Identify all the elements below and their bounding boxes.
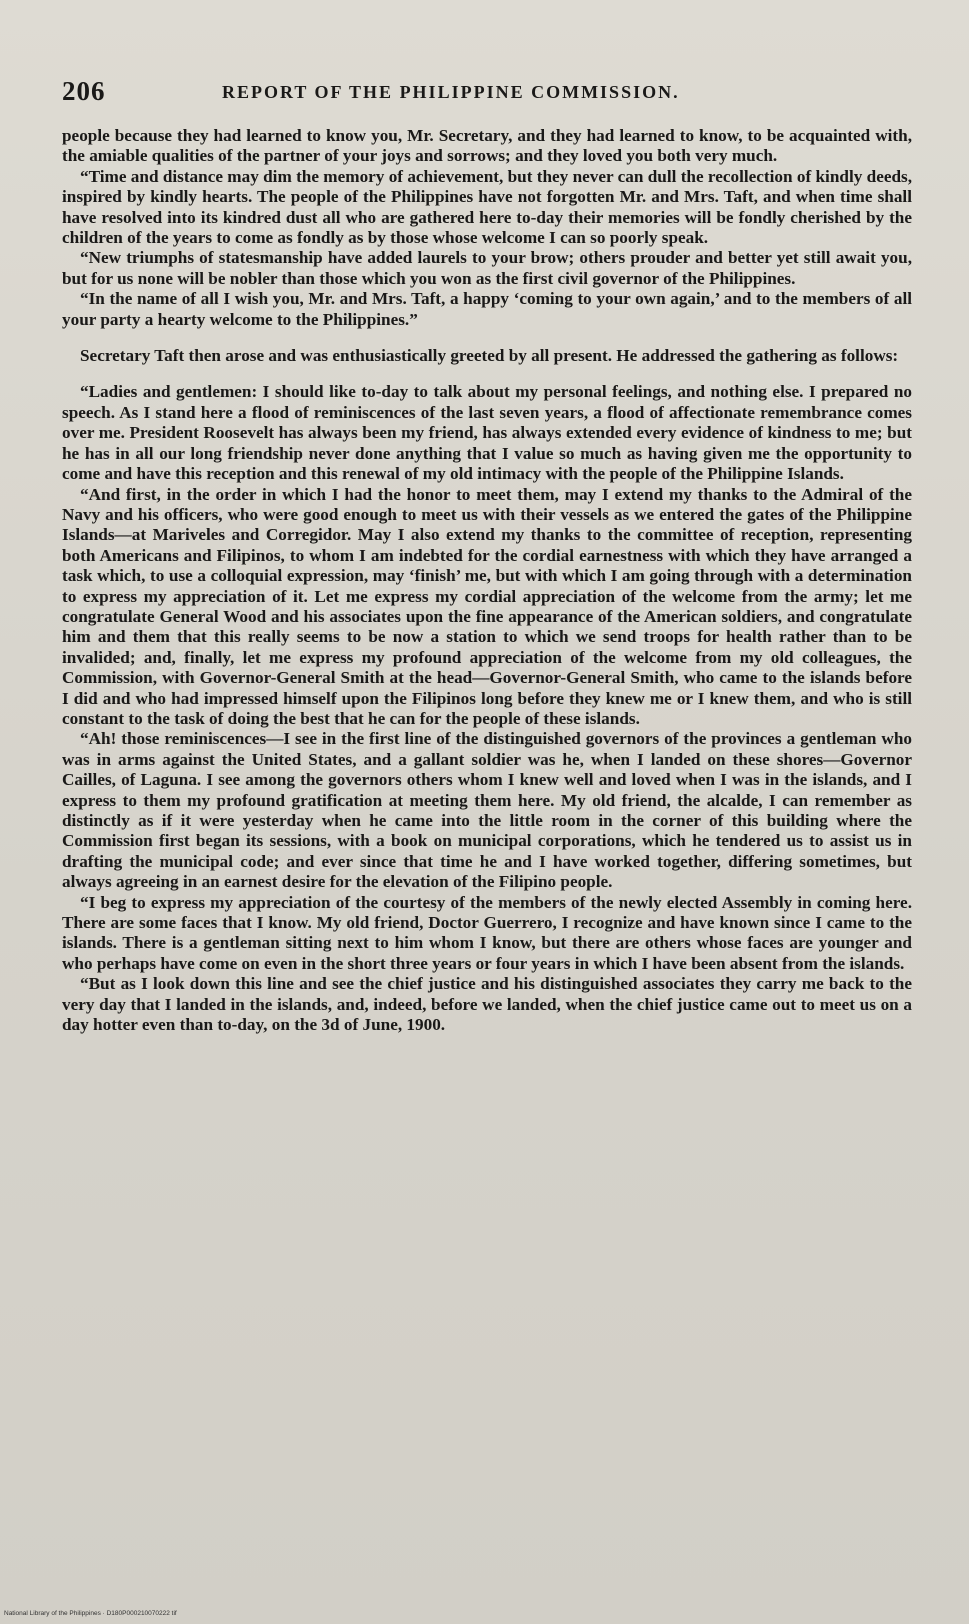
page-header — [62, 76, 912, 110]
paragraph-time-and-distance: “Time and distance may dim the memory of achievement, but they never can dull the recollection of kindly deeds, inspired by kindly hearts. The people of the Philippines have not forgotten Mr. and Mrs. Taft, and when time shall have resolved into its kindred dust all who are gathered here to-day their memories will be fondly cherished by the children of the years to come as fondly as by those whose welcome I can so poorly speak. — [62, 166, 912, 248]
body-text — [62, 126, 912, 1035]
paragraph-new-triumphs: “New triumphs of statesmanship have added laurels to your brow; others prouder and better yet still await you, but for us none will be nobler than those which you won as the first civil governor of the Philippines. — [62, 248, 912, 288]
paragraph-i-beg-to-express: “I beg to express my appreciation of the courtesy of the members of the newly elected Assembly in coming here. There are some faces that I know. My old friend, Doctor Guerrero, I recognize and have known since I came to the islands. There is a gentleman sitting next to him whom I know, but there are others whose faces are younger and who perhaps have come on even in the short three years or four years in which I have been absent from the islands. — [62, 892, 912, 973]
paragraph-secretary-taft-arose: Secretary Taft then arose and was enthusiastically greeted by all present. He addressed the gathering as follows: — [80, 346, 899, 366]
paragraph-continuation: people because they had learned to know you, Mr. Secretary, and they had learned to know, to be acquainted with, the amiable qualities of the partner of your joys and sorrows; and they loved you both very much. — [62, 126, 912, 166]
paragraph-in-the-name: “In the name of all I wish you, Mr. and Mrs. Taft, a happy ‘coming to your own again,’ and to the members of all your party a hearty welcome to the Philippines.” — [62, 289, 912, 329]
paragraph-ladies-and-gentlemen: “Ladies and gentlemen: I should like to-day to talk about my personal feelings, and nothing else. I prepared no speech. As I stand here a flood of reminiscences of the last seven years, a flood of affectionate remembrance comes over me. President Roosevelt has always been my friend, has always extended every evidence of kindness to me; but he has in all our long friendship never done anything that I value so much as having given me the opportunity to come and have this reception and this renewal of my old intimacy with the people of the Philippine Islands. — [62, 382, 912, 484]
paragraph-but-as-i-look-down: “But as I look down this line and see the chief justice and his distinguished associates they carry me back to the very day that I landed in the islands, and, indeed, before we landed, when the chief justice came out to meet us on a day hotter even than to-day, on the 3d of June, 1900. — [62, 974, 912, 1035]
scan-credit: National Library of the Philippines · D180P000210070222 tif — [4, 1610, 177, 1617]
running-head: REPORT OF THE PHILIPPINE COMMISSION. — [222, 82, 680, 102]
paragraph-ah-those-reminiscences: “Ah! those reminiscences—I see in the first line of the distinguished governors of the provinces a gentleman who was in arms against the United States, and a gallant soldier was he, when I landed on these shores—Governor Cailles, of Laguna. I see among the governors others whom I knew well and loved when I was in the islands, and I express to them my profound gratification at meeting them here. My old friend, the alcalde, I can remember as distinctly as if it were yesterday when he came into the little room in the corner of this building where the Commission first began its sessions, with a book on municipal corporations, which he tendered us to assist us in drafting the municipal code; and ever since that time he and I have worked together, differing sometimes, but always agreeing in an earnest desire for the elevation of the Filipino people. — [62, 729, 912, 892]
page-number: 206 — [62, 76, 106, 106]
paragraph-and-first: “And first, in the order in which I had the honor to meet them, may I extend my thanks to the Admiral of the Navy and his officers, who were good enough to meet us with their vessels as we entered the gates of the Philippine Islands—at Mariveles and Corregidor. May I also extend my thanks to the committee of reception, representing both Americans and Filipinos, to whom I am indebted for the cordial earnestness with which they have arranged a task which, to use a colloquial expression, may ‘finish’ me, but with which I am going through with a determination to express my appreciation of it. Let me express my cordial appreciation of the welcome from the army; let me congratulate General Wood and his associates upon the fine appearance of the American soldiers, and congratulate him and them that this really seems to be now a station to which we send troops for health rather than to be invalided; and, finally, let me express my profound appreciation of the welcome from my old colleagues, the Commission, with Governor-General Smith at the head—Governor-General Smith, who came to the islands before I did and who had impressed himself upon the Filipinos long before they knew me or I knew them, and who is still constant to the task of doing the best that he can for the people of these islands. — [62, 484, 912, 728]
